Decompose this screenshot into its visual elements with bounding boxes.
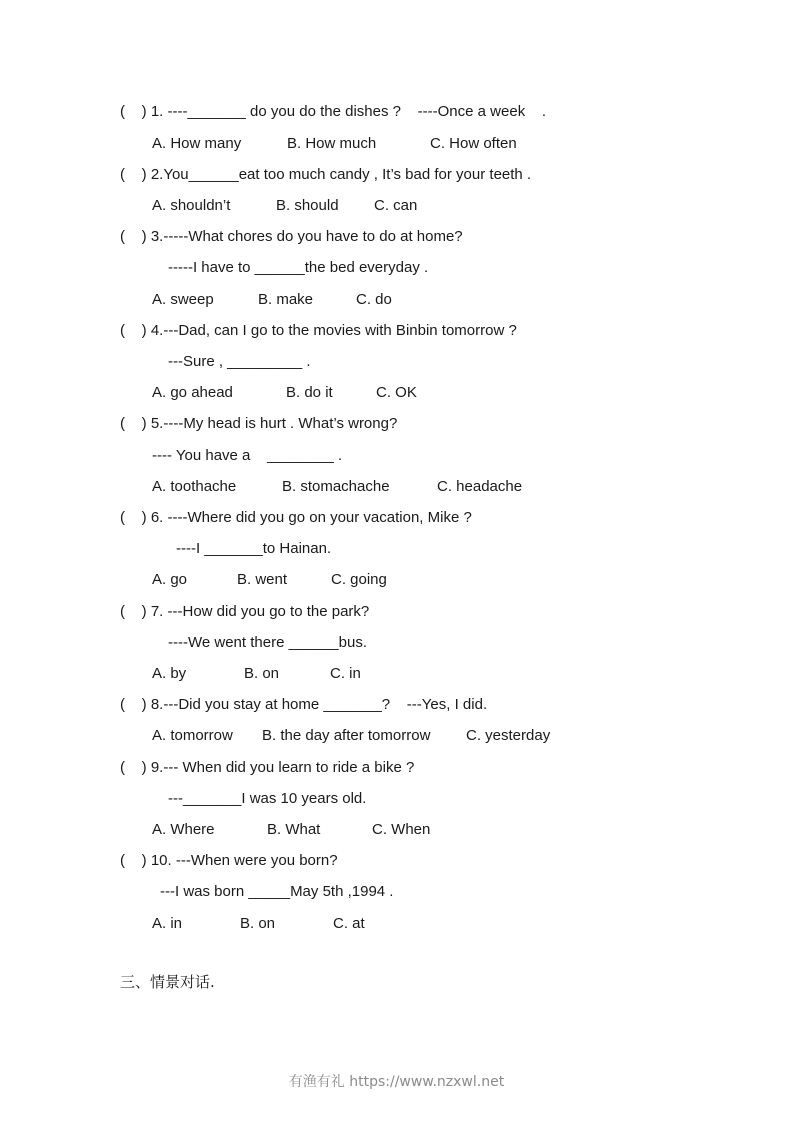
question-5-option-a: A. toothache (152, 478, 237, 495)
question-7-option-a: A. by (152, 665, 187, 682)
question-2-option-c: C. can (374, 197, 418, 214)
footer-watermark: 有渔有礼 https://www.nzxwl.net (288, 1074, 505, 1090)
question-3-option-c: C. do (356, 291, 392, 308)
question-5-stem: ( ) 5.----My head is hurt . What’s wrong? (120, 415, 398, 432)
question-2-option-a: A. shouldn’t (152, 197, 231, 214)
question-3-option-b: B. make (258, 291, 314, 308)
question-3-reply: -----I have to ______the bed everyday . (168, 259, 429, 276)
question-9-option-b: B. What (267, 821, 321, 838)
question-10-option-a: A. in (152, 915, 183, 932)
question-4-option-c: C. OK (376, 384, 417, 401)
question-4-option-a: A. go ahead (152, 384, 233, 401)
question-5-option-b: B. stomachache (282, 478, 390, 495)
question-8-option-a: A. tomorrow (152, 727, 233, 744)
question-4-reply: ---Sure , _________ . (168, 353, 311, 370)
question-10-stem: ( ) 10. ---When were you born? (120, 852, 338, 869)
question-1-option-b: B. How much (287, 135, 377, 152)
question-8-option-c: C. yesterday (466, 727, 551, 744)
question-9-option-a: A. Where (152, 821, 215, 838)
question-10-reply: ---I was born _____May 5th ,1994 . (160, 883, 394, 900)
question-3-stem: ( ) 3.-----What chores do you have to do at home? (120, 228, 463, 245)
question-1-option-c: C. How often (430, 135, 517, 152)
question-5-reply: ---- You have a ________ . (152, 447, 343, 464)
question-6-reply: ----I _______to Hainan. (176, 540, 332, 557)
question-4-option-b: B. do it (286, 384, 333, 401)
question-7-reply: ----We went there ______bus. (168, 634, 367, 651)
question-2-option-b: B. should (276, 197, 339, 214)
section-title: 三、情景对话. (120, 973, 215, 991)
question-3-option-a: A. sweep (152, 291, 214, 308)
question-5-option-c: C. headache (437, 478, 523, 495)
question-6-option-a: A. go (152, 571, 188, 588)
question-1-option-a: A. How many (152, 135, 242, 152)
question-9-stem: ( ) 9.--- When did you learn to ride a bike ? (120, 759, 415, 776)
question-7-option-b: B. on (244, 665, 280, 682)
question-7-option-c: C. in (330, 665, 361, 682)
question-7-stem: ( ) 7. ---How did you go to the park? (120, 603, 370, 620)
question-8-stem: ( ) 8.---Did you stay at home _______? ---Yes, I did. (120, 696, 488, 713)
question-1-stem: ( ) 1. ----_______ do you do the dishes ? ----Once a week . (120, 103, 547, 120)
question-4-stem: ( ) 4.---Dad, can I go to the movies with Binbin tomorrow ? (120, 322, 517, 339)
question-6-option-b: B. went (237, 571, 288, 588)
question-9-reply: ---_______I was 10 years old. (168, 790, 367, 807)
question-6-option-c: C. going (331, 571, 387, 588)
question-9-option-c: C. When (372, 821, 431, 838)
question-10-option-c: C. at (333, 915, 365, 932)
question-2-stem: ( ) 2.You______eat too much candy , It’s bad for your teeth . (120, 166, 532, 183)
question-10-option-b: B. on (240, 915, 276, 932)
question-6-stem: ( ) 6. ----Where did you go on your vacation, Mike ? (120, 509, 472, 526)
question-8-option-b: B. the day after tomorrow (262, 727, 431, 744)
